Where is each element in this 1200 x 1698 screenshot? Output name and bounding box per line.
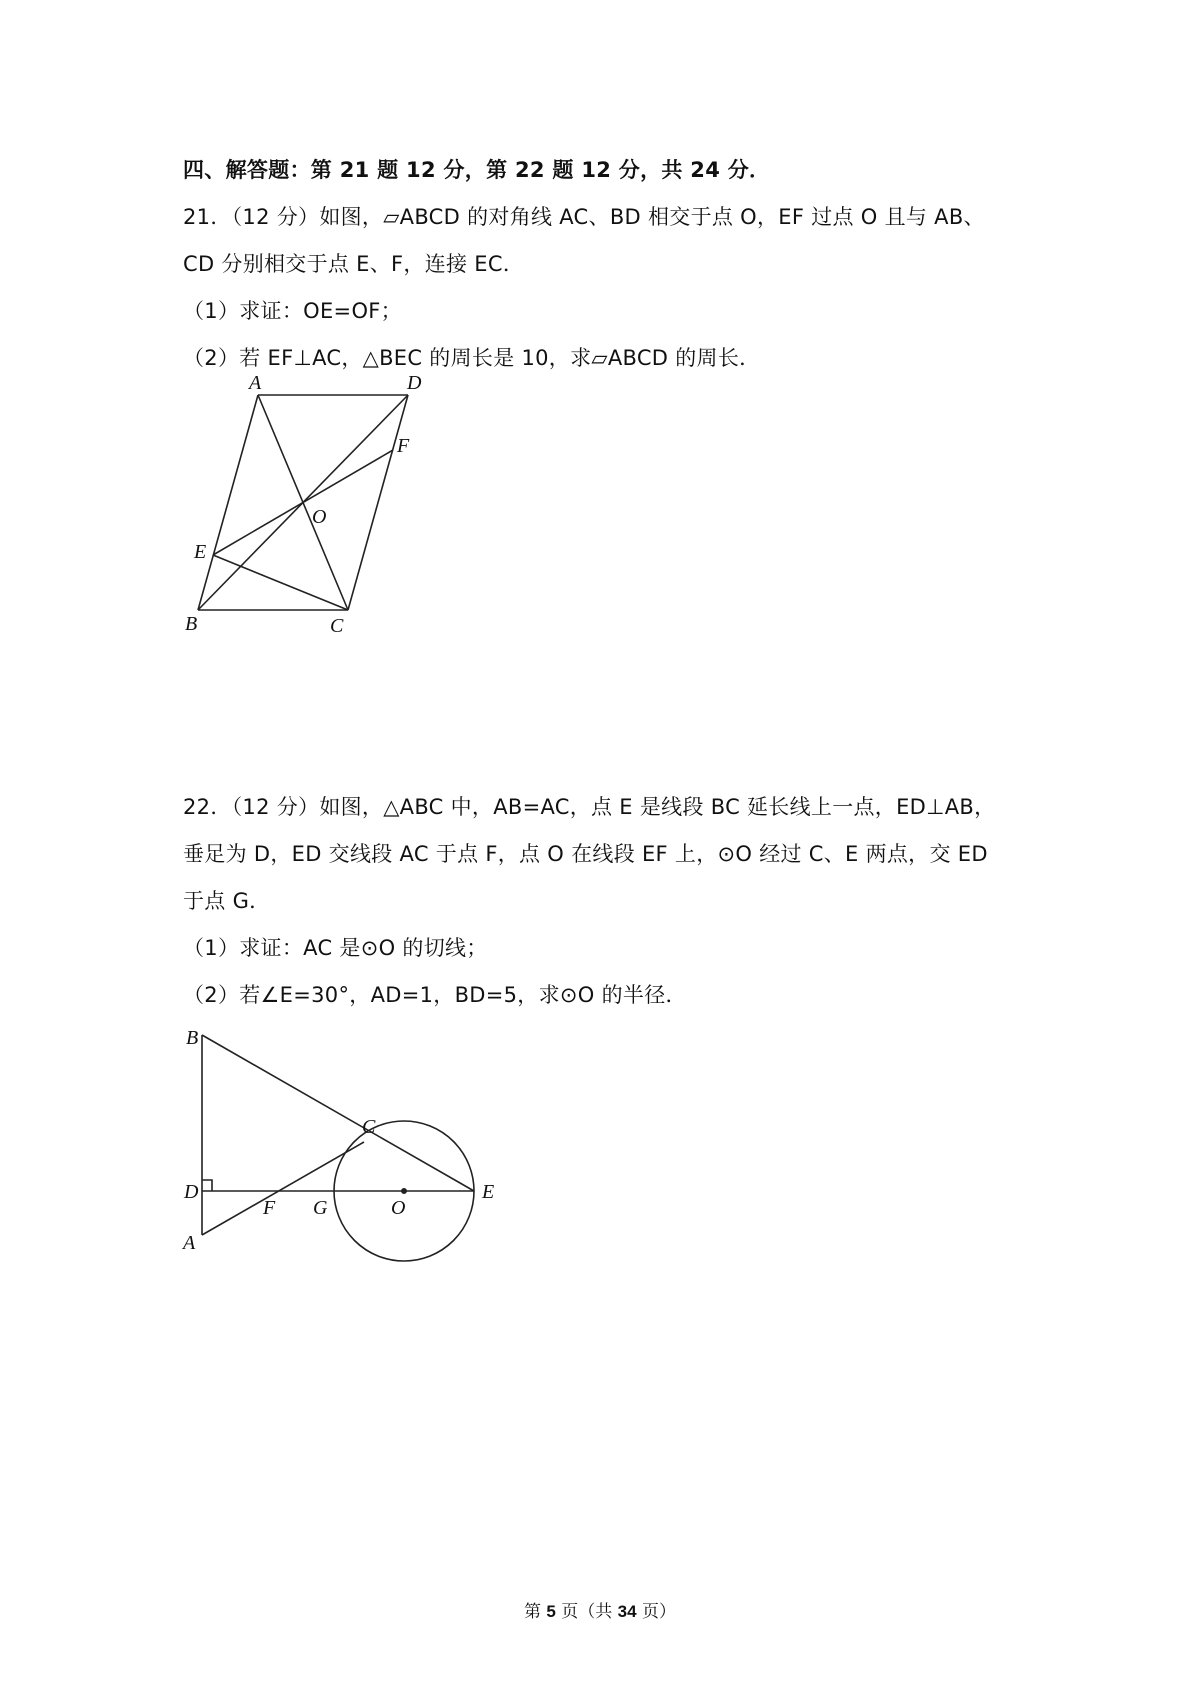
segment-EF [213, 450, 393, 555]
label-A: A [183, 1232, 196, 1254]
footer-prefix: 第 [523, 1602, 547, 1622]
q21-figure [180, 372, 440, 640]
q22-figure [180, 1020, 510, 1280]
center-O-dot [402, 1189, 406, 1193]
q22-line-3: 于点 G． [183, 889, 271, 913]
label-C: C [362, 1116, 376, 1138]
label-G: G [313, 1197, 328, 1219]
footer-suffix: 页） [636, 1602, 676, 1622]
q21-part-1: （1）求证：OE=OF； [183, 299, 402, 323]
label-F: F [397, 435, 410, 457]
q21-line-2: CD 分别相交于点 E、F，连接 EC． [183, 252, 525, 276]
right-angle-mark [202, 1180, 212, 1191]
q22-part-2: （2）若∠E=30°，AD=1，BD=5，求⊙O 的半径． [183, 983, 687, 1007]
segment-AC [202, 1142, 364, 1235]
label-D: D [184, 1181, 199, 1203]
label-E: E [482, 1181, 495, 1203]
label-F: F [263, 1197, 276, 1219]
label-A: A [249, 372, 262, 394]
label-B: B [185, 613, 198, 635]
label-O: O [391, 1197, 406, 1219]
footer-total-pages: 34 [617, 1602, 637, 1621]
q21-part-2: （2）若 EF⊥AC，△BEC 的周长是 10，求▱ABCD 的周长． [183, 346, 761, 370]
footer-middle: 页（共 [555, 1602, 618, 1622]
label-D: D [407, 372, 422, 394]
page-footer [0, 1597, 1200, 1622]
segment-AB [198, 395, 258, 610]
label-E: E [194, 541, 207, 563]
q22-part-1: （1）求证：AC 是⊙O 的切线； [183, 936, 488, 960]
q22-line-2: 垂足为 D，ED 交线段 AC 于点 F，点 O 在线段 EF 上，⊙O 经过 C、E 两点，交 ED [183, 842, 988, 866]
label-B: B [186, 1027, 199, 1049]
segment-CD [348, 395, 408, 610]
section-header: 四、解答题：第 21 题 12 分，第 22 题 12 分，共 24 分． [183, 158, 771, 182]
q21-line-1: 21．（12 分）如图，▱ABCD 的对角线 AC、BD 相交于点 O，EF 过点 O 且与 AB、 [183, 205, 985, 229]
label-O: O [312, 506, 327, 528]
label-C: C [330, 615, 344, 637]
footer-page-number: 5 [546, 1602, 556, 1621]
q22-line-1: 22．（12 分）如图，△ABC 中，AB=AC，点 E 是线段 BC 延长线上一点，ED⊥AB， [183, 795, 996, 819]
